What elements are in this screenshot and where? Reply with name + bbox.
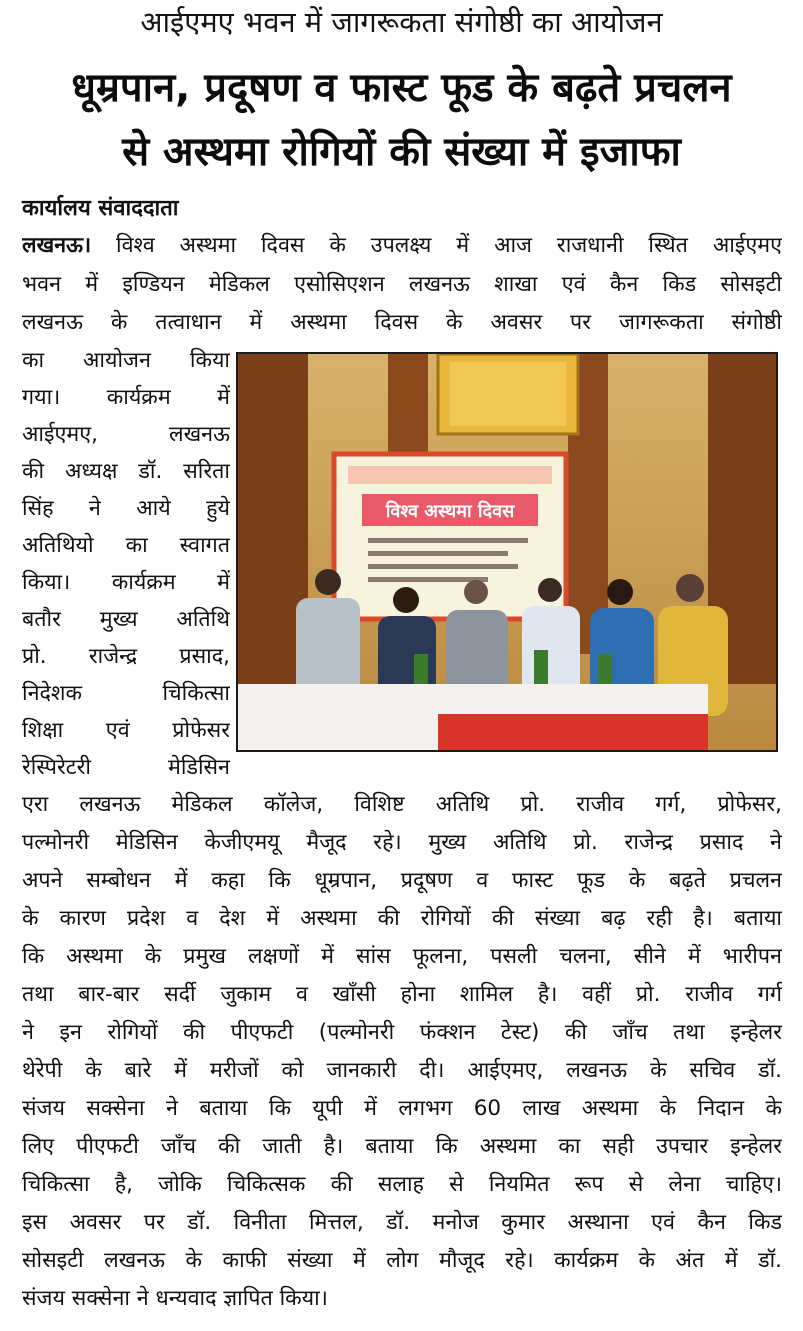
photo-person-head bbox=[315, 569, 341, 595]
body-line: लखनऊ के तत्वाधान में अस्थमा दिवस के अवसर पर जागरूकता संगोष्ठी bbox=[22, 310, 782, 335]
photo-banner-line bbox=[368, 538, 528, 543]
side-line: का आयोजन किया bbox=[22, 348, 230, 373]
side-line: किया। कार्यक्रम में bbox=[22, 570, 230, 595]
photo-person-head bbox=[607, 579, 633, 605]
body-line: इस अवसर पर डॉ. विनीता मित्तल, डॉ. मनोज कुमार अस्थाना एवं कैन किड bbox=[22, 1210, 782, 1235]
dateline: लखनऊ। bbox=[22, 233, 92, 258]
body-line: चिकित्सा है, जोकि चिकित्सक की सलाह से नियमित रूप से लेना चाहिए। bbox=[22, 1172, 782, 1197]
side-line: बतौर मुख्य अतिथि bbox=[22, 607, 230, 632]
photo-banner-heading: विश्व अस्थमा दिवस bbox=[385, 501, 515, 522]
side-line: आईएमए, लखनऊ bbox=[22, 422, 230, 447]
body-line: तथा बार-बार सर्दी जुकाम व खाँसी होना शामिल है। वहीं प्रो. राजीव गर्ग bbox=[22, 982, 782, 1007]
body-line: पल्मोनरी मेडिसिन केजीएमयू मैजूद रहे। मुख्य अतिथि प्रो. राजेन्द्र प्रसाद ने bbox=[22, 830, 782, 855]
body-line: ने इन रोगियों की पीएफटी (पल्मोनरी फंक्शन टेस्ट) की जाँच तथा इन्हेलर bbox=[22, 1020, 782, 1045]
article-headline bbox=[8, 56, 795, 184]
body-line: के कारण प्रदेश व देश में अस्थमा की रोगियों की संख्या बढ़ रही है। बताया bbox=[22, 906, 782, 931]
photo-banner-line bbox=[368, 564, 518, 569]
body-line: एरा लखनऊ मेडिकल कॉलेज, विशिष्ट अतिथि प्रो. राजीव गर्ग, प्रोफेसर, bbox=[22, 792, 782, 817]
body-line: थेरेपी के बारे में मरीजों को जानकारी दी। आईएमए, लखनऊ के सचिव डॉ. bbox=[22, 1058, 782, 1083]
side-line: गया। कार्यक्रम में bbox=[22, 385, 230, 410]
event-photo bbox=[236, 352, 778, 752]
side-line: अतिथियो का स्वागत bbox=[22, 533, 230, 558]
body-line: लिए पीएफटी जाँच की जाती है। बताया कि अस्थमा का सही उपचार इन्हेलर bbox=[22, 1134, 782, 1159]
side-line: रेस्पिरेटरी मेडिसिन bbox=[22, 755, 230, 780]
event-photo-illustration bbox=[238, 354, 776, 750]
photo-person-head bbox=[393, 587, 419, 613]
photo-plant bbox=[598, 654, 612, 684]
side-line: शिक्षा एवं प्रोफेसर bbox=[22, 718, 230, 743]
body-line: सोसइटी लखनऊ के काफी संख्या में लोग मौजूद रहे। कार्यक्रम के अंत में डॉ. bbox=[22, 1248, 782, 1273]
body-line: अपने सम्बोधन में कहा कि धूम्रपान, प्रदूषण व फास्ट फूड के बढ़ते प्रचलन bbox=[22, 868, 782, 893]
body-line: भवन में इण्डियन मेडिकल एसोसिएशन लखनऊ शाखा एवं कैन किड सोसइटी bbox=[22, 272, 782, 297]
side-line: निदेशक चिकित्सा bbox=[22, 681, 230, 706]
photo-person-head bbox=[538, 578, 562, 602]
body-line-text: विश्व अस्थमा दिवस के उपलक्ष्य में आज राजधानी स्थित आईएमए bbox=[91, 233, 782, 258]
photo-plant bbox=[534, 650, 548, 684]
side-line: प्रो. राजेन्द्र प्रसाद, bbox=[22, 644, 230, 669]
side-line: की अध्यक्ष डॉ. सरिता bbox=[22, 459, 230, 484]
article-kicker: आईएमए भवन में जागरूकता संगोष्ठी का आयोजन bbox=[140, 5, 663, 39]
photo-banner-strip bbox=[348, 466, 552, 484]
body-line: संजय सक्सेना ने धन्यवाद ज्ञापित किया। bbox=[22, 1286, 328, 1311]
photo-person-head bbox=[464, 580, 488, 604]
body-line bbox=[22, 229, 782, 263]
photo-tablecloth-edge bbox=[438, 714, 708, 750]
side-line: सिंह ने आये हुये bbox=[22, 496, 230, 521]
headline-line-2: से अस्थमा रोगियों की संख्या में इजाफा bbox=[122, 129, 681, 175]
photo-banner-line bbox=[368, 577, 488, 582]
body-line: कि अस्थमा के प्रमुख लक्षणों में सांस फूलना, पसली चलना, सीने में भारीपन bbox=[22, 944, 782, 969]
photo-person-head bbox=[676, 574, 704, 602]
photo-plant bbox=[414, 654, 428, 684]
byline: कार्यालय संवाददाता bbox=[22, 196, 179, 221]
photo-banner-line bbox=[368, 551, 508, 556]
photo-plaque-inner bbox=[450, 362, 566, 426]
body-line: संजय सक्सेना ने बताया कि यूपी में लगभग 60 लाख अस्थमा के निदान के bbox=[22, 1096, 782, 1121]
headline-line-1: धूम्रपान, प्रदूषण व फास्ट फूड के बढ़ते प्रचलन bbox=[71, 65, 732, 111]
